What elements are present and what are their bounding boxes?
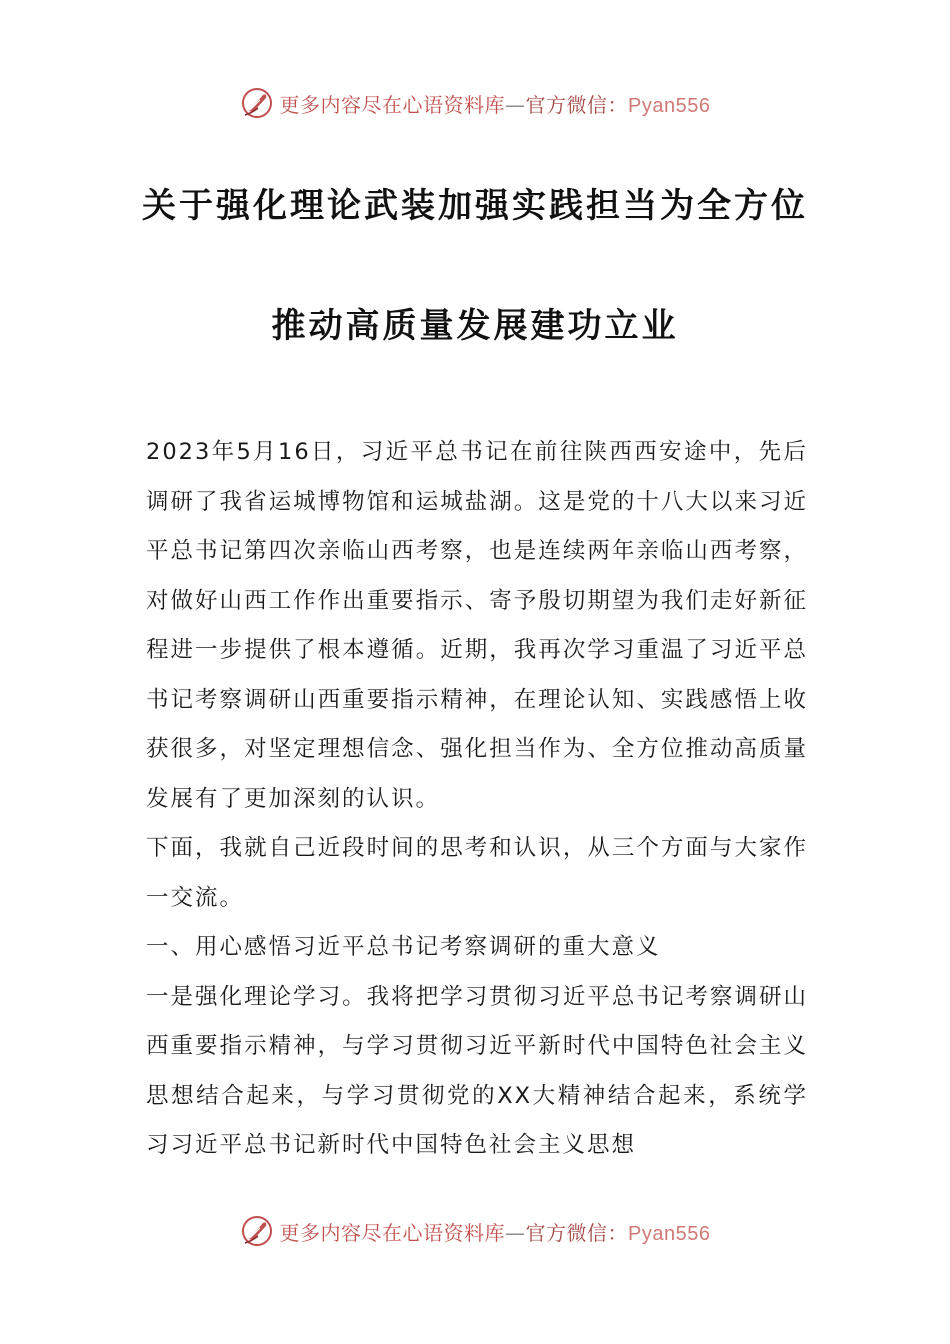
watermark-separator: —: [505, 1220, 526, 1245]
footer-watermark-banner: [0, 1211, 950, 1251]
watermark-text: [280, 89, 711, 118]
watermark-text: [280, 1217, 711, 1246]
document-title-line-2: 推动高质量发展建功立业: [271, 306, 679, 346]
document-title-line-1: 关于强化理论武装加强实践担当为全方位: [142, 186, 808, 226]
watermark-separator: —: [505, 92, 526, 117]
paragraph-intro: 2023年5月16日，习近平总书记在前往陕西西安途中，先后调研了我省运城博物馆和运城盐湖。这是党的十八大以来习近平总书记第四次亲临山西考察，也是连续两年亲临山西考察，对做好山西工作作出重要指示、寄予殷切期望为我们走好新征程进一步提供了根本遵循。近期，我再次学习重温了习近平总书记考察调研山西重要指示精神，在理论认知、实践感悟上收获很多，对坚定理想信念、强化担当作为、全方位推动高质量发展有了更加深刻的认识。: [146, 439, 808, 812]
paragraph-transition: 下面，我就自己近段时间的思考和认识，从三个方面与大家作一交流。: [146, 835, 808, 911]
quill-pen-logo-icon: [240, 86, 274, 120]
header-watermark-banner: [0, 83, 950, 123]
watermark-brand: 更多内容尽在心语资料库: [279, 1220, 506, 1245]
watermark-wechat-label: 官方微信：: [525, 92, 629, 117]
watermark-brand: 更多内容尽在心语资料库: [279, 92, 506, 117]
watermark-handle: Pyan556: [628, 1222, 711, 1245]
quill-pen-logo-icon: [240, 1214, 274, 1248]
watermark-handle: Pyan556: [628, 94, 711, 117]
section-heading-1: 一、用心感悟习近平总书记考察调研的重大意义: [146, 934, 661, 960]
paragraph-theory-study: 一是强化理论学习。我将把学习贯彻习近平总书记考察调研山西重要指示精神，与学习贯彻习近平新时代中国特色社会主义思想结合起来，与学习贯彻党的XX大精神结合起来，系统学习习近平总书记新时代中国特色社会主义思想: [146, 983, 808, 1158]
watermark-wechat-label: 官方微信：: [525, 1220, 629, 1245]
document-body: [146, 428, 808, 1171]
